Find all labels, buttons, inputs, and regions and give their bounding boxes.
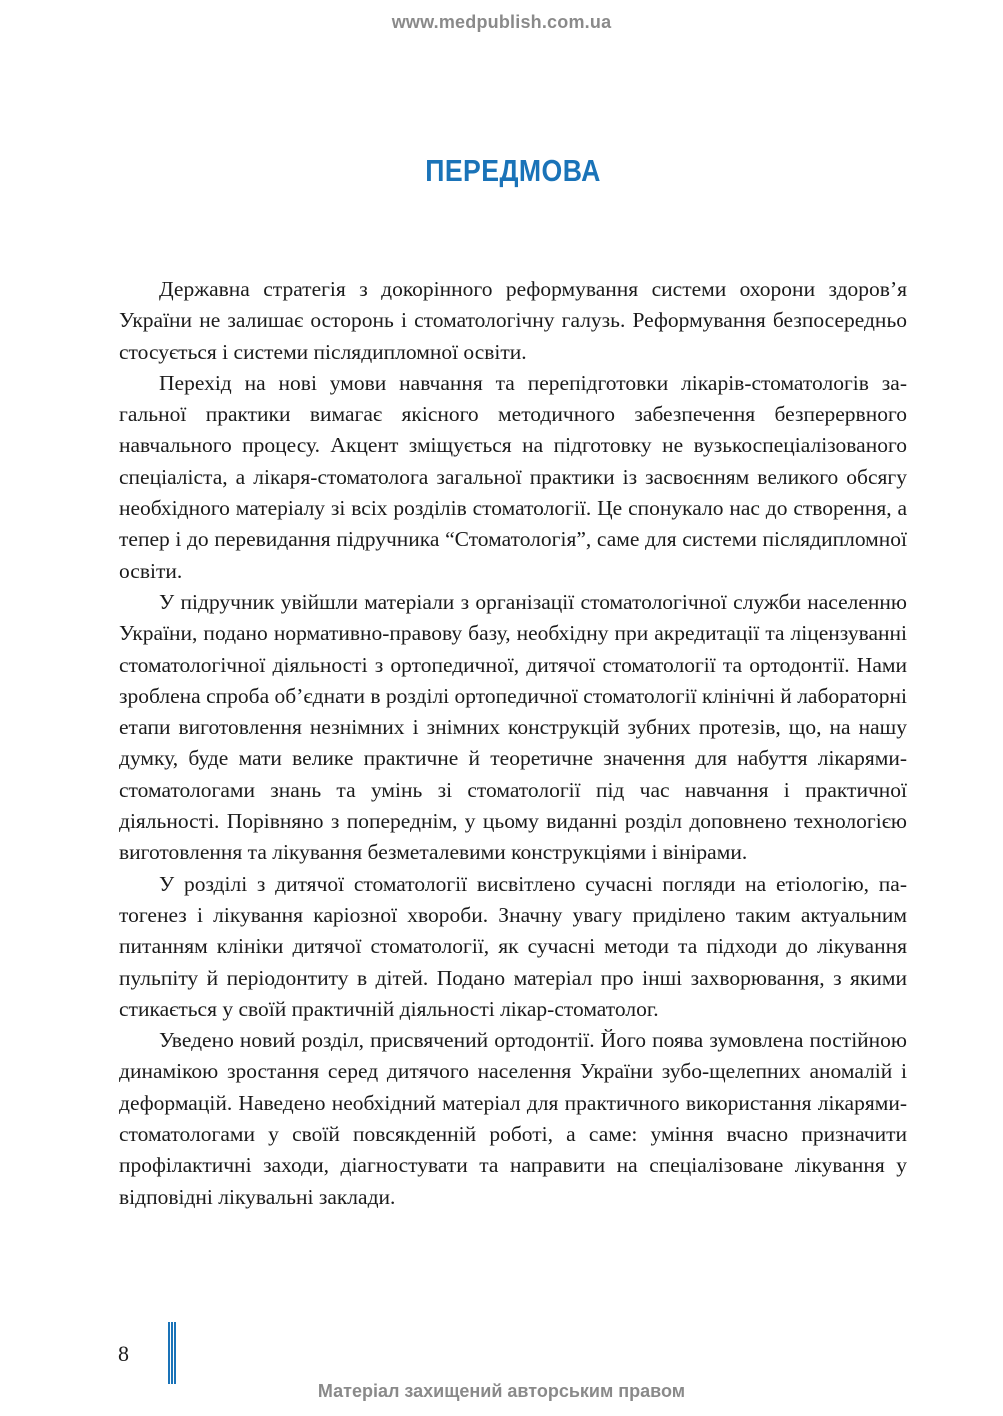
paragraph: Державна стратегія з докорінного реформування системи охорони здоров’я України не залишає осторонь і стоматологічну галузь. Реформування безпосередньо стосується і системи післядипломної освіти. [119, 277, 907, 364]
paragraph: У підручник увійшли матеріали з організації стоматологічної служби населенню України, подано нормативно-правову базу, необхідну при акредитації та ліцензуванні стоматологічної діяльності з ортопедичної, дитячої стоматології та ортодонтії. Нами зроблена спроба об’єднати в розділі ортопедичної стоматології клінічні й лабораторні етапи виготовлення незнімних і знімних конструкцій зубних протезів, що, на нашу думку, буде мати велике практичне й теоретичне значення для набуття лікарями-стоматологами знань та умінь зі стоматології під час навчання і практичної діяльності. Порівняно з попереднім, у цьому виданні розділ доповнено технологією виготовлення та лікування безметалевими конструкціями і вінірами. [119, 589, 907, 865]
margin-rule-divider [168, 1322, 176, 1384]
copyright-footer: Матеріал захищений авторським правом [317, 1381, 686, 1401]
paragraph: Уведено новий розділ, присвячений ортодонтії. Його поява зумовлена постійною динамікою зростання серед дитячого населення України зубо-щелепних аномалій і деформацій. Наведено необхідний матеріал для практичного використання лікарями-стоматологами у своїй повсякденній роботі, а саме: уміння вчасно призначити профілактичні заходи, діагностувати та направити на спеціалізоване лікування у відповідні лікувальні заклади. [119, 1028, 907, 1209]
page-number: 8 [118, 1341, 129, 1366]
site-url-header: www.medpublish.com.ua [391, 12, 612, 32]
paragraph: У розділі з дитячої стоматології висвітлено сучасні погляди на етіологію, патогенез і лікування каріозної хвороби. Значну увагу приділено таким актуальним питанням клініки дитячої стоматології, як сучасні методи та підходи до лікування пульпіту й періодонтиту в дітей. Подано матеріал про інші захворювання, з якими стикається у своїй практичній діяльності лікар-стоматолог. [119, 871, 907, 1021]
body-text [119, 274, 907, 1213]
page-title: ПЕРЕДМОВА [425, 152, 601, 188]
paragraph: Перехід на нові умови навчання та перепідготовки лікарів-стоматологів загальної практики вимагає якісного методичного забезпечення безперервного навчального процесу. Акцент зміщується на підготовку не вузькоспеціалізованого спеціаліста, а лікаря-стоматолога загальної практики із засвоєнням великого обсягу необхідного матеріалу зі всіх розділів стоматології. Це спонукало нас до створення, а тепер і до перевидання підручника “Стоматологія”, саме для системи післядипломної освіти. [119, 370, 907, 583]
